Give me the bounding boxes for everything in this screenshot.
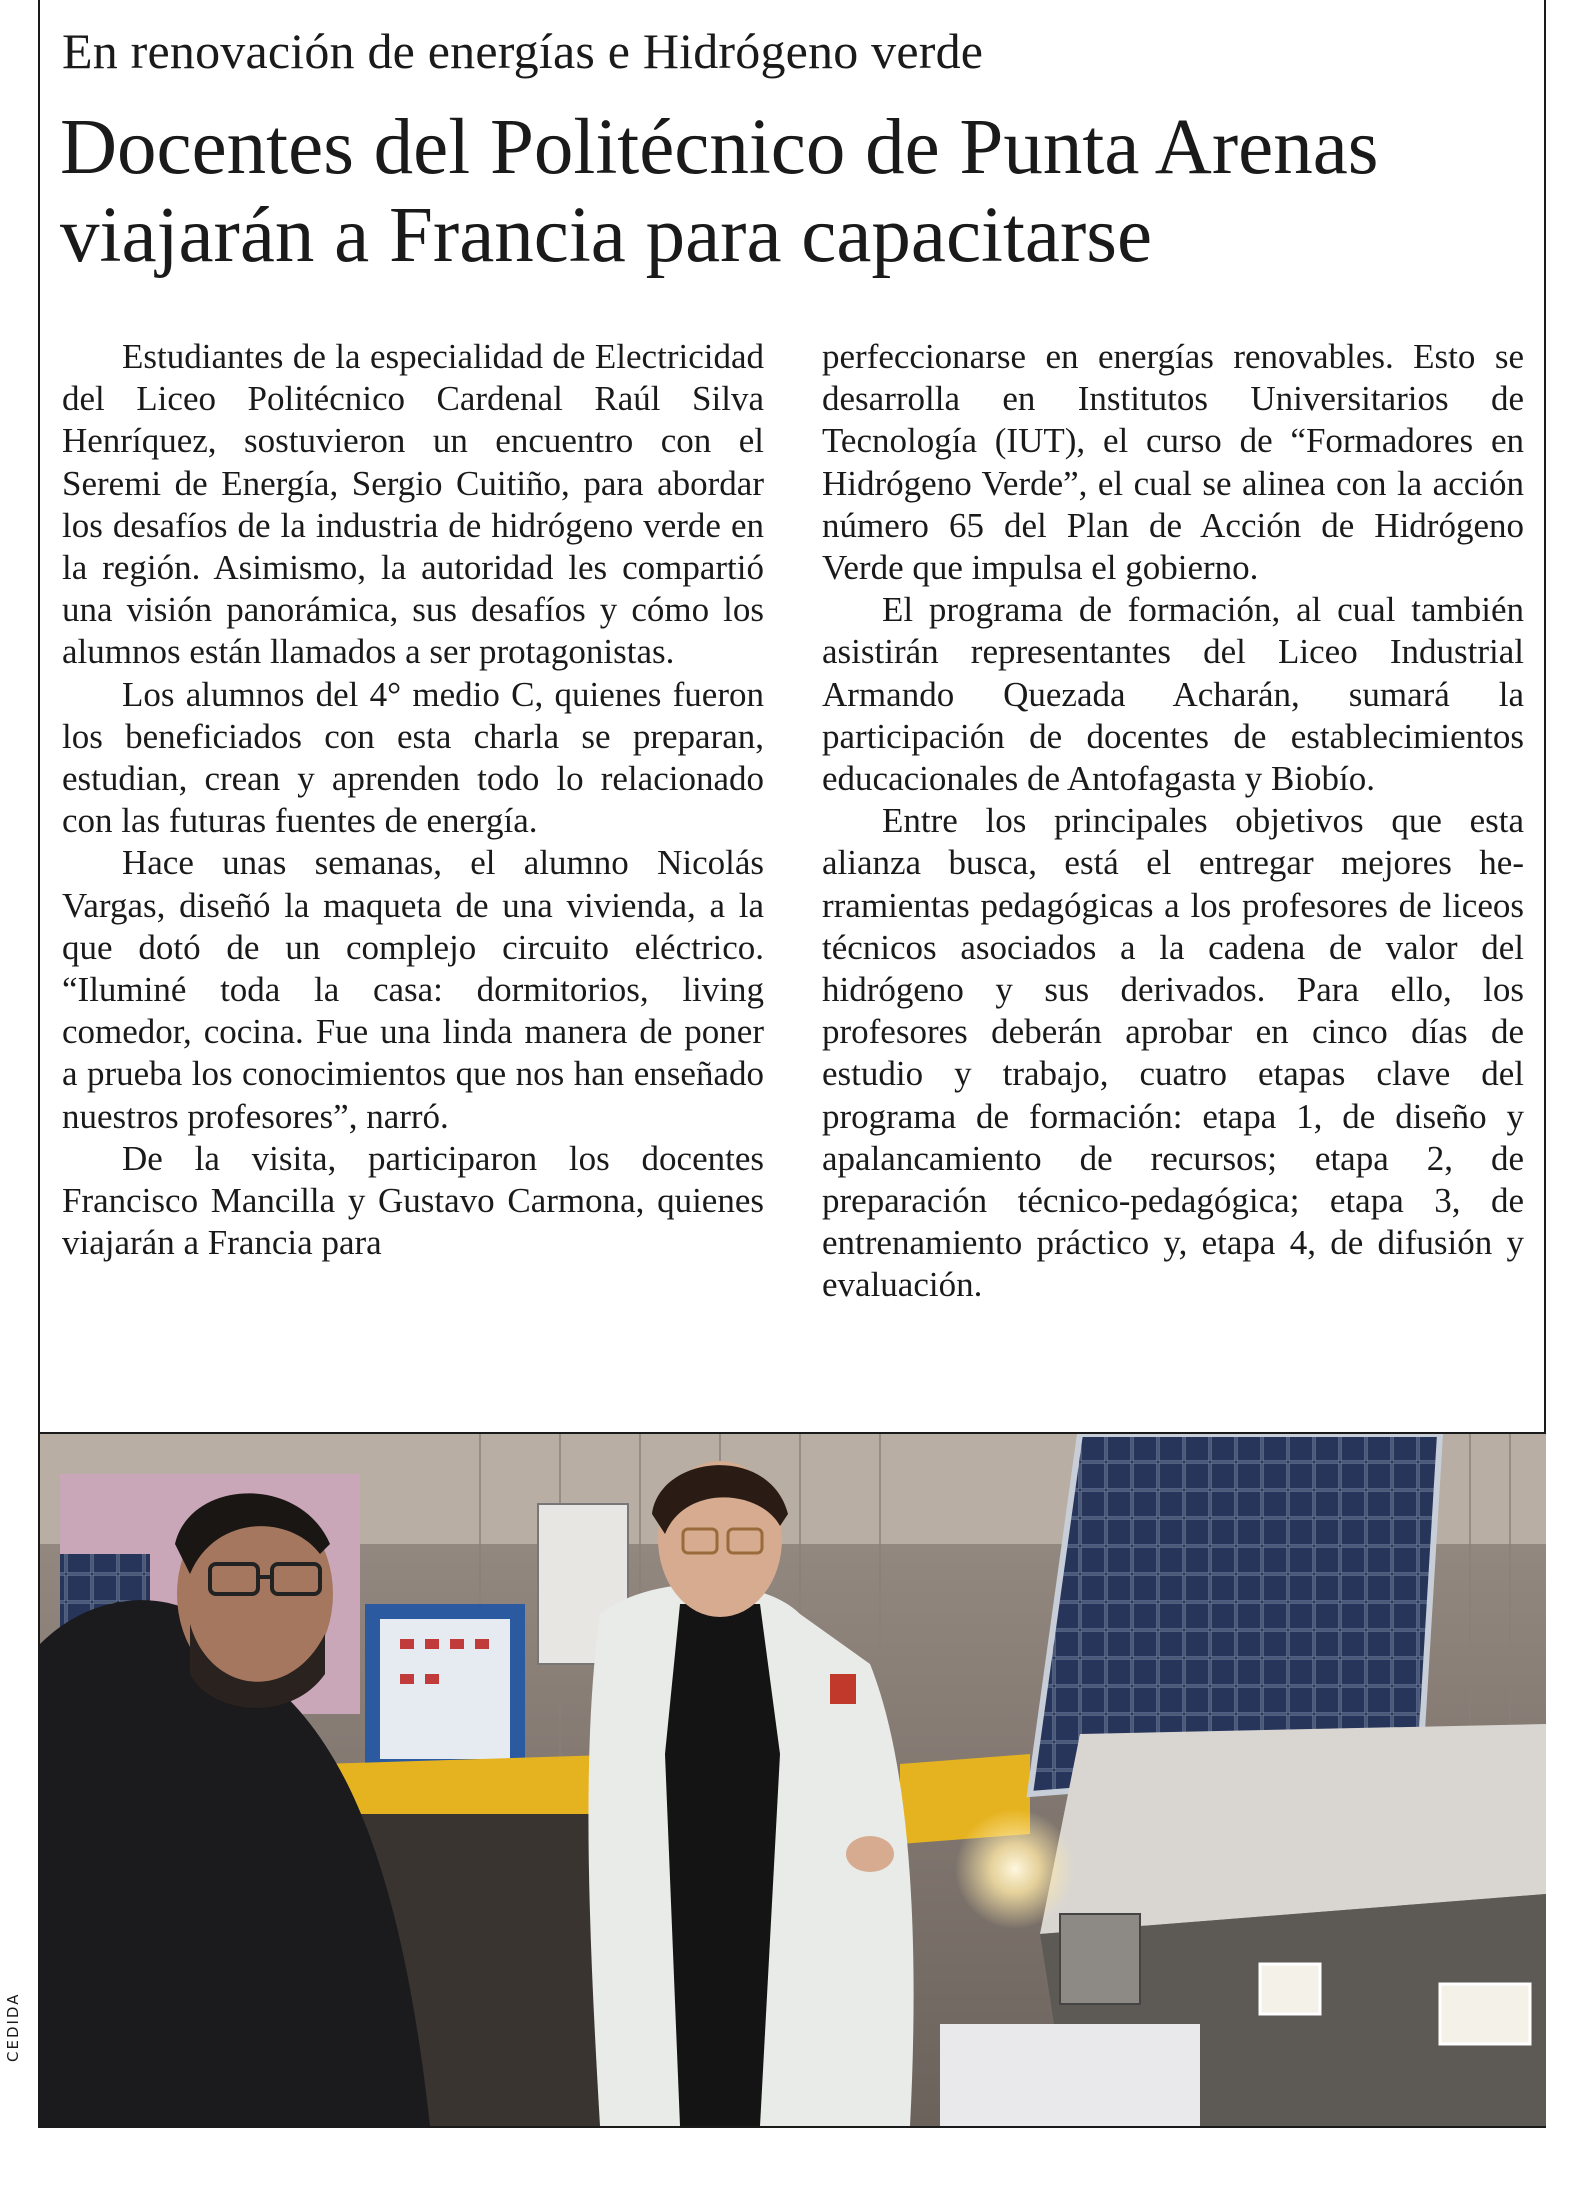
headline bbox=[60, 104, 1510, 280]
model-window-2 bbox=[1440, 1984, 1530, 2044]
electrical-board-panel bbox=[380, 1619, 510, 1759]
kicker: En renovación de energías e Hidrógeno verde bbox=[62, 23, 984, 79]
coat-badge bbox=[830, 1674, 856, 1704]
body-column-2 bbox=[822, 336, 1524, 1307]
switch-box bbox=[1060, 1914, 1140, 2004]
headline-line-1: Docentes del Politécnico de Punta Arenas bbox=[60, 104, 1379, 191]
paragraph: Los alumnos del 4° medio C, quienes fueron los beneficiados con esta charla se preparan, estudian, crean y aprenden todo lo relacionado con las futuras fuentes de energía. bbox=[62, 674, 764, 841]
photo-credit: CEDIDA bbox=[4, 1992, 22, 2062]
body-column-1 bbox=[62, 336, 764, 1264]
paragraph-continued: perfeccionarse en energías renovables. Esto se desarrolla en Institutos Universitarios de Tecnología (IUT), el curso de “Formadores en Hidrógeno Verde”, el cual se alinea con la acción número 65 del Plan de Acción de Hidrógeno Verde que impulsa el gobierno. bbox=[822, 337, 1524, 588]
headline-line-2: viajarán a Francia para capacitarse bbox=[60, 192, 1153, 279]
article-photo bbox=[40, 1432, 1546, 2126]
white-cabinet bbox=[940, 2024, 1200, 2126]
paragraph: Estudiantes de la especialidad de Electricidad del Liceo Politécnico Cardenal Raúl Silva Henríquez, sostuvieron un encuentro con el Seremi de Energía, Sergio Cuitiño, para abordar los desafíos de la industria de hidrógeno verde en la región. Asimismo, la autoridad les compartió una visión panorámica, sus desafíos y cómo los alumnos están llamados a ser protagonistas. bbox=[62, 337, 764, 672]
model-window bbox=[1260, 1964, 1320, 2014]
paragraph: Hace unas semanas, el alumno Nicolás Vargas, diseñó la maqueta de una vivienda, a la que dotó de un complejo circuito eléctrico. “Iluminé toda la casa: dormitorios, living comedor, cocina. Fue una linda manera de poner a prueba los conocimientos que nos han enseñado nuestros profesores”, narró. bbox=[62, 843, 764, 1136]
student-hoodie bbox=[665, 1604, 780, 2126]
student-hand bbox=[846, 1836, 894, 1872]
paragraph: El programa de formación, al cual también asistirán representantes del Liceo Industrial Armando Quezada Acharán, sumará la participación de docentes de establecimientos educacionales de Antofagasta y Biobío. bbox=[822, 590, 1524, 799]
lamp-glow bbox=[955, 1809, 1075, 1929]
paragraph: De la visita, participaron los docentes Francisco Mancilla y Gustavo Carmona, quienes viajarán a Francia para bbox=[62, 1138, 764, 1263]
paragraph: Entre los principales objetivos que esta alianza busca, está el entregar mejores herramientas pedagógicas a los profesores de liceos técnicos asociados a la cadena de valor del hidrógeno y sus derivados. Para ello, los profesores deberán aprobar en cinco días de estudio y trabajo, cuatro etapas clave del programa de formación: etapa 1, de diseño y apalancamiento de recursos; etapa 2, de preparación técnico-pedagógica; etapa 3, de entrenamiento práctico y, etapa 4, de difusión y evaluación. bbox=[822, 801, 1524, 1305]
